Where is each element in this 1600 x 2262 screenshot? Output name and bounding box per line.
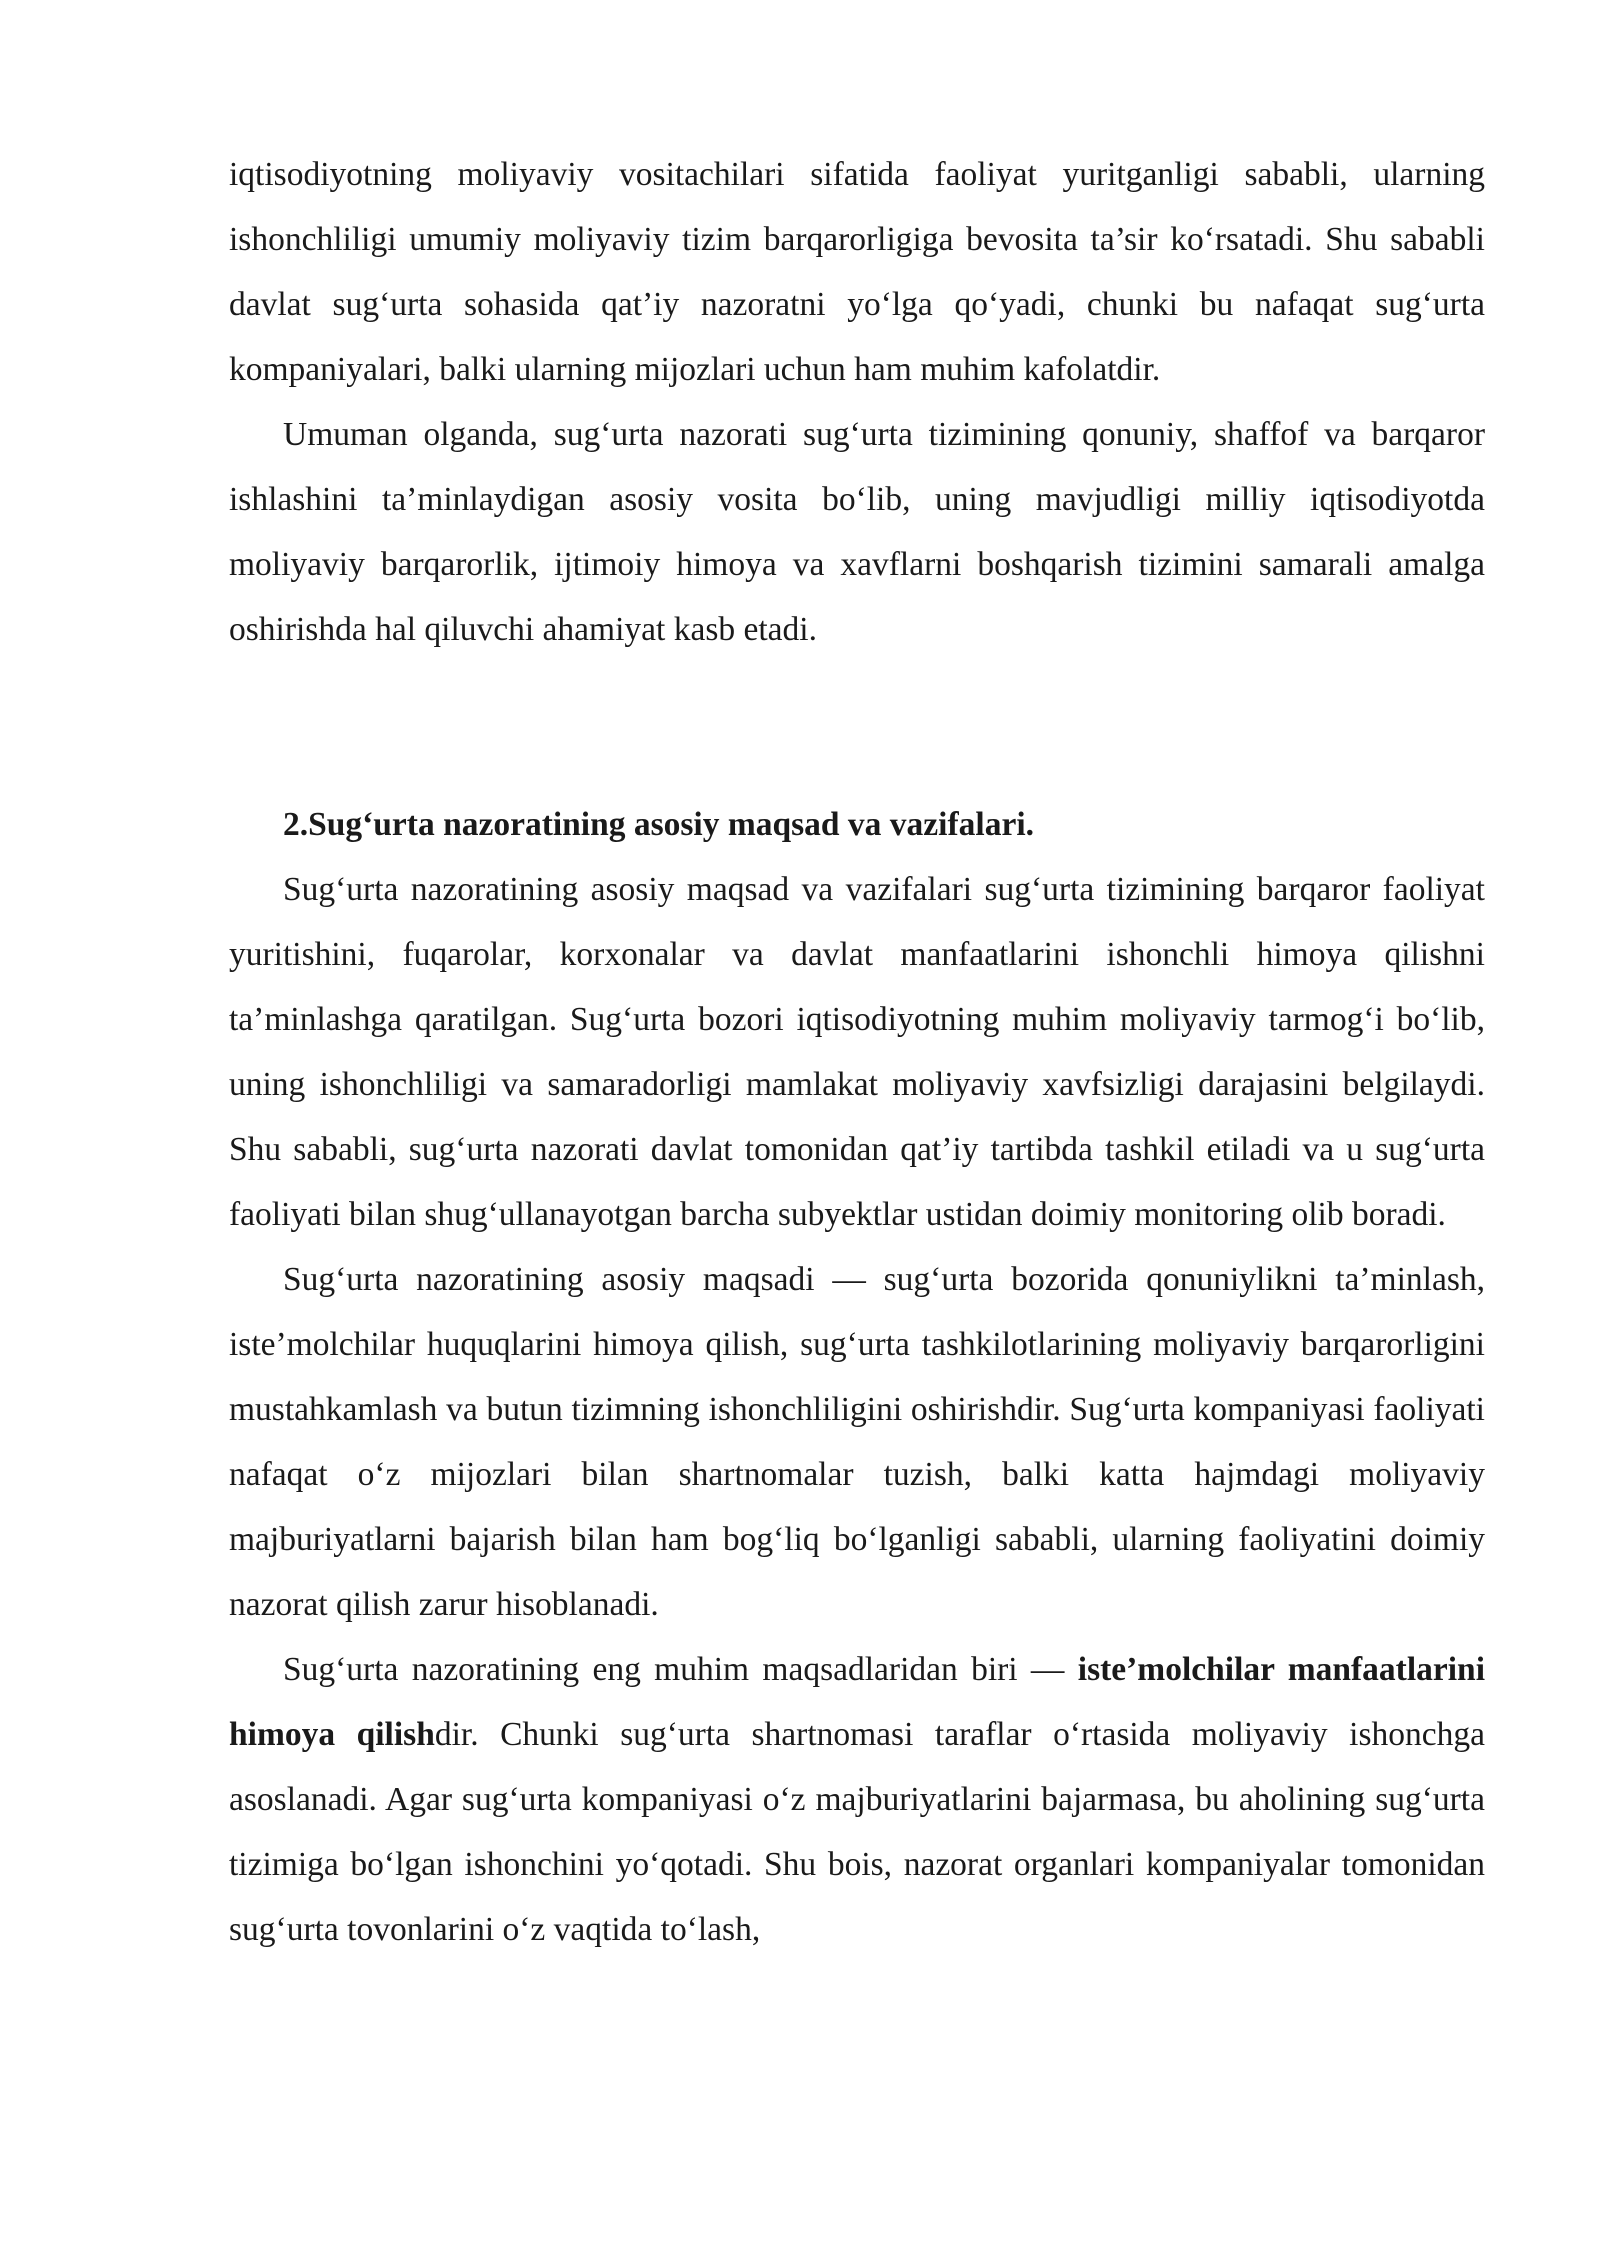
paragraph-rest-text: dir. Chunki sug‘urta shartnomasi taraflar o‘rtasida moliyaviy ishonchga asoslanadi. Agar sug‘urta kompaniyasi o‘z majburiyatlarini bajarmasa, bu aholining sug‘urta tizimiga bo‘lgan ishonchini yo‘qotadi. Shu bois, nazorat organlari kompaniyalar tomonidan sug‘urta tovonlarini o‘z vaqtida to‘lash, [229, 1716, 1485, 1948]
paragraph-summary: Umuman olganda, sug‘urta nazorati sug‘urta tizimining qonuniy, shaffof va barqaror ishlashini ta’minlaydigan asosiy vosita bo‘lib, uning mavjudligi milliy iqtisodiyotda moliyaviy barqarorlik, ijtimoiy himoya va xavflarni boshqarish tizimini samarali amalga oshirishda hal qiluvchi ahamiyat kasb etadi. [229, 416, 1485, 648]
paragraph-main-goal: Sug‘urta nazoratining asosiy maqsadi — sug‘urta bozorida qonuniylikni ta’minlash, iste’molchilar huquqlarini himoya qilish, sug‘urta tashkilotlarining moliyaviy barqarorligini mustahkamlash va butun tizimning ishonchliligini oshirishdir. Sug‘urta kompaniyasi faoliyati nafaqat o‘z mijozlari bilan shartnomalar tuzish, balki katta hajmdagi moliyaviy majburiyatlarni bajarish bilan ham bog‘liq bo‘lganligi sababli, ularning faoliyatini doimiy nazorat qilish zarur hisoblanadi. [229, 1261, 1485, 1623]
section-heading: 2.Sug‘urta nazoratining asosiy maqsad va vazifalari. [283, 806, 1035, 843]
paragraph-goals-intro: Sug‘urta nazoratining asosiy maqsad va vazifalari sug‘urta tizimining barqaror faoliyat yuritishini, fuqarolar, korxonalar va davlat manfaatlarini ishonchli himoya qilishni ta’minlashga qaratilgan. Sug‘urta bozori iqtisodiyotning muhim moliyaviy tarmog‘i bo‘lib, uning ishonchliligi va samaradorligi mamlakat moliyaviy xavfsizligi darajasini belgilaydi. Shu sababli, sug‘urta nazorati davlat tomonidan qat’iy tartibda tashkil etiladi va u sug‘urta faoliyati bilan shug‘ullanayotgan barcha subyektlar ustidan doimiy monitoring olib boradi. [229, 871, 1485, 1233]
paragraph-lead-text: Sug‘urta nazoratining eng muhim maqsadlaridan biri — [283, 1651, 1078, 1688]
bold-emphasis-text: iste’molchilar manfaatlarini himoya qilish [229, 1651, 1485, 1753]
section-spacer [229, 662, 1485, 792]
paragraph-consumer-protection [229, 1637, 1485, 1962]
document-body [229, 142, 1485, 1962]
paragraph-continuation: iqtisodiyotning moliyaviy vositachilari sifatida faoliyat yuritganligi sababli, ularning ishonchliligi umumiy moliyaviy tizim barqarorligiga bevosita ta’sir ko‘rsatadi. Shu sababli davlat sug‘urta sohasida qat’iy nazoratni yo‘lga qo‘yadi, chunki bu nafaqat sug‘urta kompaniyalari, balki ularning mijozlari uchun ham muhim kafolatdir. [229, 156, 1485, 388]
